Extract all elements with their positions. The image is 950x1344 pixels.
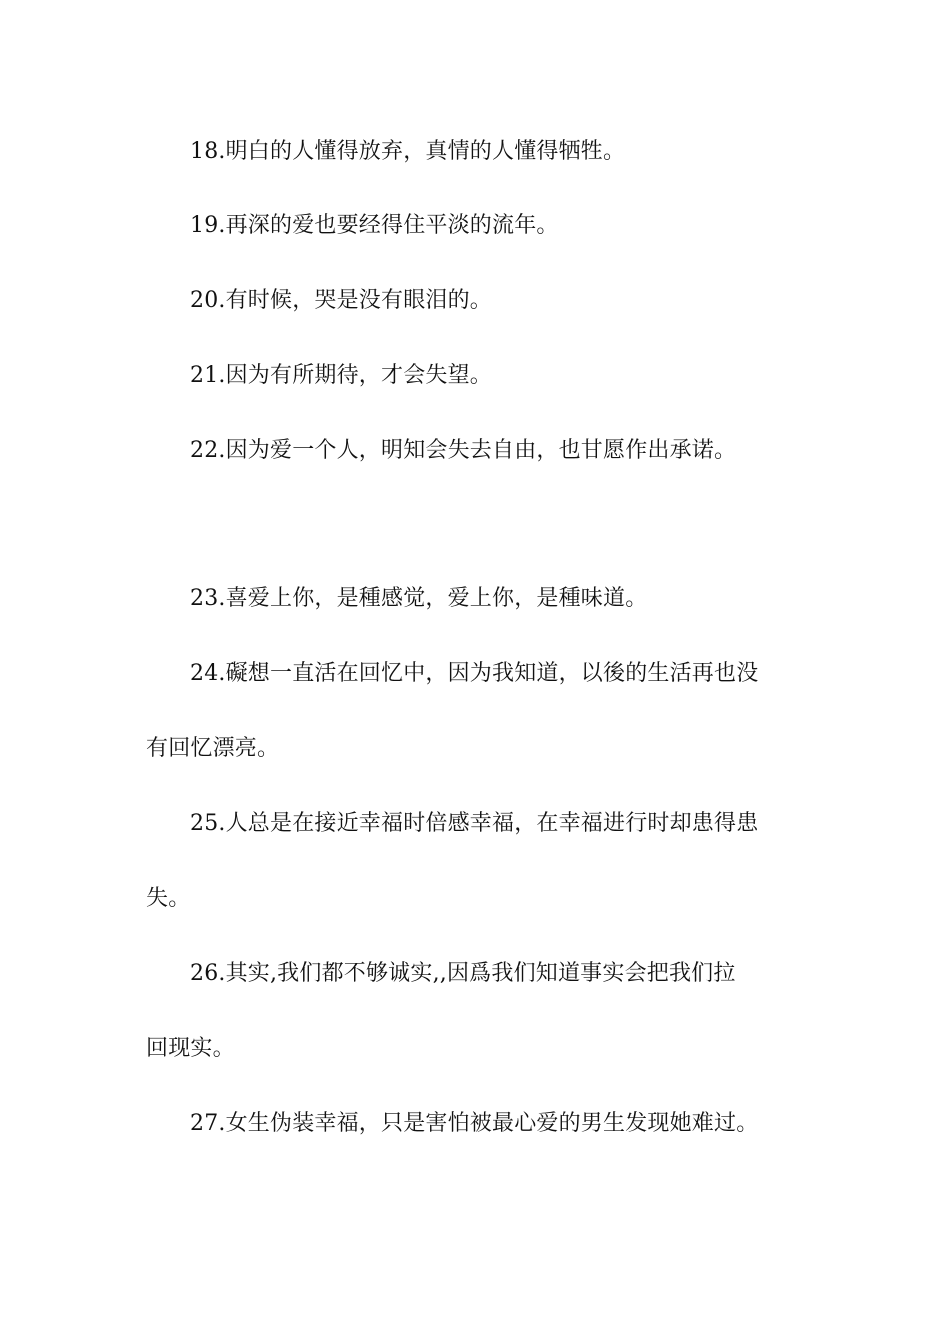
text-line-27: 27.女生伪装幸福，只是害怕被最心爱的男生发现她难过。 xyxy=(190,1111,759,1136)
text-line-18: 18.明白的人懂得放弃，真情的人懂得牺牲。 xyxy=(190,139,626,164)
text-line-26-continued: 回现实。 xyxy=(146,1036,235,1061)
text-line-21: 21.因为有所期待，才会失望。 xyxy=(190,363,492,388)
text-line-20: 20.有时候，哭是没有眼泪的。 xyxy=(190,288,492,313)
text-line-23: 23.喜爱上你，是種感觉，爱上你，是種味道。 xyxy=(190,586,648,611)
text-line-22: 22.因为爱一个人，明知会失去自由，也甘愿作出承诺。 xyxy=(190,438,737,463)
text-line-24-continued: 有回忆漂亮。 xyxy=(146,736,280,761)
text-line-19: 19.再深的爱也要经得住平淡的流年。 xyxy=(190,213,559,238)
text-line-26: 26.其实,我们都不够诚实,,因爲我们知道事实会把我们拉 xyxy=(190,961,736,986)
text-line-25-continued: 失。 xyxy=(146,886,191,911)
text-line-25: 25.人总是在接近幸福时倍感幸福，在幸福进行时却患得患 xyxy=(190,811,759,836)
text-line-24: 24.礙想一直活在回忆中，因为我知道，以後的生活再也没 xyxy=(190,661,759,686)
